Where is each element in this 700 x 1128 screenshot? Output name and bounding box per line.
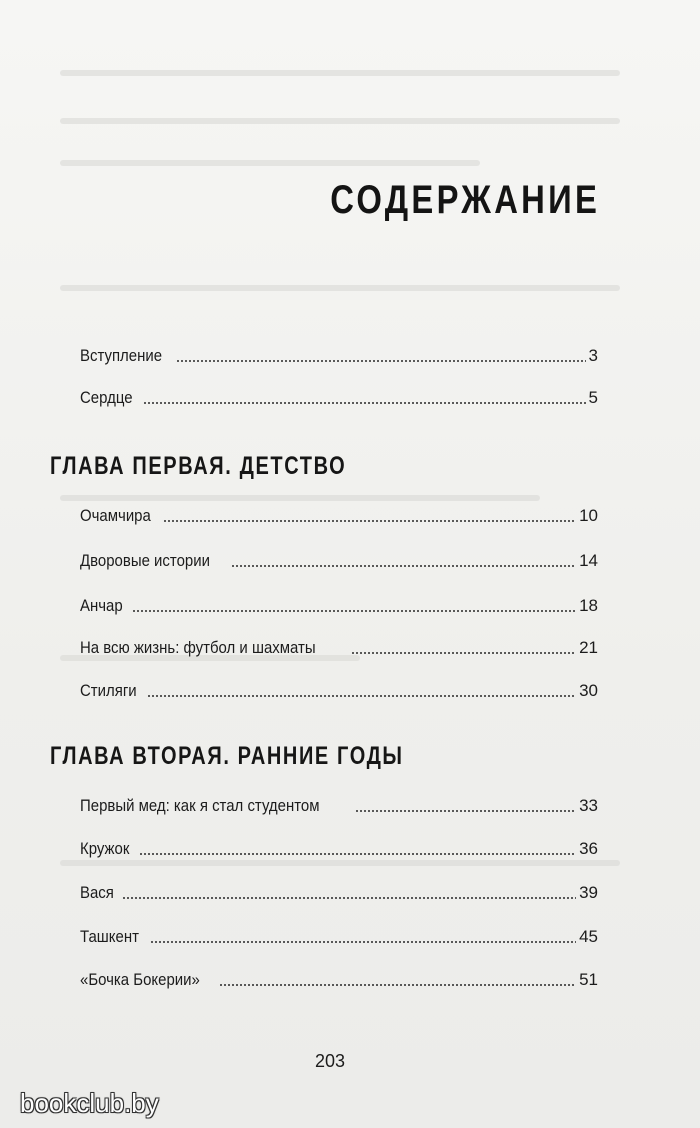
toc-entry[interactable]: [80, 590, 598, 616]
dot-leader: [231, 565, 576, 567]
show-through-line: [60, 70, 620, 76]
toc-entry-label: Первый мед: как я стал студентом: [80, 796, 320, 815]
toc-entry-page: 21: [579, 638, 598, 657]
dot-leader: [163, 520, 576, 522]
toc-entry-page: 3: [588, 346, 598, 365]
toc-entry-label: Дворовые истории: [80, 551, 210, 570]
toc-entry[interactable]: [80, 675, 598, 701]
show-through-line: [60, 160, 480, 166]
toc-entry-label: «Бочка Бокерии»: [80, 970, 200, 989]
dot-leader: [132, 610, 577, 612]
dot-leader: [143, 402, 586, 404]
watermark: bookclub.by: [20, 1088, 159, 1118]
toc-entry[interactable]: [80, 545, 598, 571]
toc-entry-page: 51: [579, 970, 598, 989]
page-title: СОДЕРЖАНИЕ: [330, 178, 600, 222]
show-through-line: [60, 285, 620, 291]
toc-entry-label: Стиляги: [80, 681, 137, 700]
toc-entry-label: Кружок: [80, 839, 130, 858]
dot-leader: [176, 360, 585, 362]
dot-leader: [355, 810, 576, 812]
toc-entry-page: 10: [579, 506, 598, 525]
page-number: 203: [314, 1051, 346, 1071]
toc-entry-page: 30: [579, 681, 598, 700]
dot-leader: [150, 941, 576, 943]
toc-entry-label: На всю жизнь: футбол и шахматы: [80, 638, 316, 657]
toc-entry-page: 14: [579, 551, 598, 570]
toc-entry[interactable]: [80, 921, 598, 947]
chapter-heading: ГЛАВА ВТОРАЯ. РАННИЕ ГОДЫ: [50, 742, 404, 770]
toc-entry[interactable]: [80, 500, 598, 526]
toc-entry[interactable]: [80, 340, 598, 366]
toc-entry-page: 36: [579, 839, 598, 858]
dot-leader: [147, 695, 576, 697]
toc-entry[interactable]: [80, 790, 598, 816]
toc-entry-page: 18: [579, 596, 598, 615]
toc-entry[interactable]: [80, 833, 598, 859]
toc-entry-label: Очамчира: [80, 506, 151, 525]
toc-entry[interactable]: [80, 877, 598, 903]
toc-entry[interactable]: [80, 632, 598, 658]
toc-entry-label: Вася: [80, 883, 114, 902]
show-through-line: [60, 860, 620, 866]
toc-entry-page: 33: [579, 796, 598, 815]
toc-entry-page: 5: [588, 388, 598, 407]
toc-entry-label: Ташкент: [80, 927, 139, 946]
chapter-heading: ГЛАВА ПЕРВАЯ. ДЕТСТВО: [50, 452, 347, 480]
toc-entry-page: 39: [579, 883, 598, 902]
dot-leader: [139, 853, 576, 855]
show-through-line: [60, 118, 620, 124]
toc-entry-page: 45: [579, 927, 598, 946]
toc-entry-label: Анчар: [80, 596, 123, 615]
dot-leader: [122, 897, 577, 899]
dot-leader: [219, 984, 576, 986]
toc-entry-label: Сердце: [80, 388, 133, 407]
dot-leader: [351, 652, 576, 654]
toc-entry[interactable]: [80, 964, 598, 990]
toc-entry-label: Вступление: [80, 346, 163, 365]
toc-entry[interactable]: [80, 382, 598, 408]
